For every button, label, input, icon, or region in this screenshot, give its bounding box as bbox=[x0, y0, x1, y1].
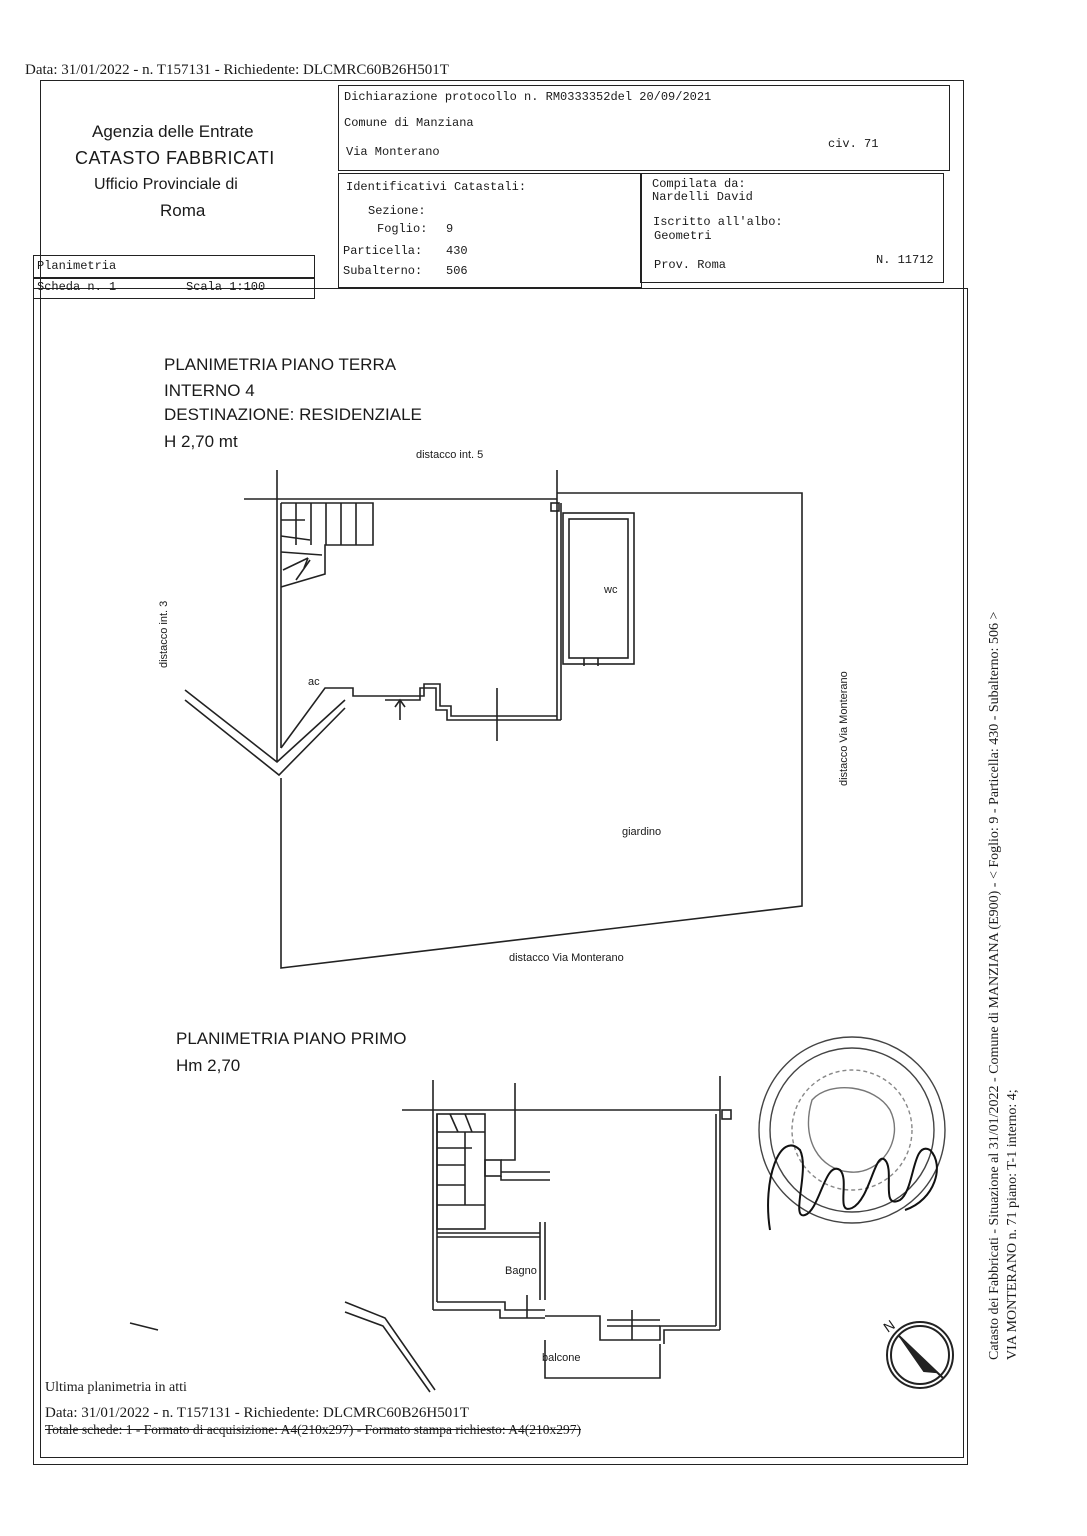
wc-room bbox=[563, 513, 634, 664]
ufficio-city: Roma bbox=[160, 201, 206, 220]
label-distacco-top: distacco int. 5 bbox=[416, 449, 484, 461]
footer-data-line: Data: 31/01/2022 - n. T157131 - Richiedente: DLCMRC60B26H501T bbox=[45, 1405, 469, 1421]
civ-line: civ. 71 bbox=[828, 137, 879, 151]
foglio-label: Foglio: bbox=[377, 222, 428, 236]
albo-value: Geometri bbox=[654, 229, 712, 243]
north-label: N bbox=[880, 1316, 898, 1336]
ground-floor-title: PLANIMETRIA PIANO TERRA bbox=[164, 355, 397, 374]
ufficio-label: Ufficio Provinciale di bbox=[94, 176, 238, 193]
particella-value: 430 bbox=[446, 244, 468, 258]
albo-label: Iscritto all'albo: bbox=[653, 215, 783, 229]
identificativi-title: Identificativi Catastali: bbox=[346, 180, 527, 194]
stamp-seal bbox=[759, 1037, 945, 1223]
north-arrow bbox=[887, 1322, 953, 1388]
label-distacco-right: distacco Via Monterano bbox=[838, 671, 850, 786]
subalterno-value: 506 bbox=[446, 264, 468, 278]
footer-ultima: Ultima planimetria in atti bbox=[45, 1380, 187, 1395]
scheda-label: Scheda n. 1 bbox=[37, 280, 117, 294]
label-distacco-left: distacco int. 3 bbox=[158, 600, 170, 668]
first-floor-height: Hm 2,70 bbox=[176, 1056, 241, 1075]
first-floor-title: PLANIMETRIA PIANO PRIMO bbox=[176, 1029, 407, 1048]
room-wc-label: wc bbox=[604, 584, 618, 596]
side-text-address: VIA MONTERANO n. 71 piano: T-1 interno: 4; bbox=[1005, 1089, 1020, 1360]
sezione-label: Sezione: bbox=[368, 204, 426, 218]
particella-label: Particella: bbox=[343, 244, 423, 258]
room-giardino-label: giardino bbox=[622, 826, 662, 838]
scala-label: Scala 1:100 bbox=[186, 280, 266, 294]
compiler-name: Nardelli David bbox=[652, 190, 753, 204]
via-line: Via Monterano bbox=[346, 145, 440, 159]
compiler-label: Compilata da: bbox=[652, 177, 746, 191]
header-data-line: Data: 31/01/2022 - n. T157131 - Richiedente: DLCMRC60B26H501T bbox=[25, 62, 449, 78]
side-text-main: Catasto dei Fabbricati - Situazione al 31/01/2022 - Comune di MANZIANA (E900) - < Foglio: 9 - Particella: 430 - Subalterno: 506 > bbox=[987, 611, 1002, 1360]
ground-floor-destinazione: DESTINAZIONE: RESIDENZIALE bbox=[164, 405, 422, 424]
garden-outline bbox=[281, 493, 802, 968]
ground-floor-interno: INTERNO 4 bbox=[164, 381, 255, 400]
room-bagno-label: Bagno bbox=[505, 1265, 537, 1277]
room-ac-label: ac bbox=[308, 676, 320, 688]
label-distacco-bottom: distacco Via Monterano bbox=[509, 952, 624, 964]
albo-number: N. 11712 bbox=[876, 253, 934, 267]
subalterno-label: Subalterno: bbox=[343, 264, 423, 278]
agency-name: Agenzia delle Entrate bbox=[92, 122, 254, 141]
ground-floor-height: H 2,70 mt bbox=[164, 432, 238, 451]
footer-totale-line: Totale schede: 1 - Formato di acquisizione: A4(210x297) - Formato stampa richiesto: A4(210x297) bbox=[45, 1422, 581, 1437]
foglio-value: 9 bbox=[446, 222, 454, 236]
comune-line: Comune di Manziana bbox=[344, 116, 474, 130]
planimetria-label: Planimetria bbox=[37, 259, 117, 273]
prov-label: Prov. Roma bbox=[654, 258, 727, 272]
room-balcone-label: balcone bbox=[542, 1352, 581, 1364]
catasto-title: CATASTO FABBRICATI bbox=[75, 148, 275, 168]
ground-stair bbox=[281, 503, 373, 587]
protocol-line: Dichiarazione protocollo n. RM0333352del 20/09/2021 bbox=[344, 90, 712, 104]
